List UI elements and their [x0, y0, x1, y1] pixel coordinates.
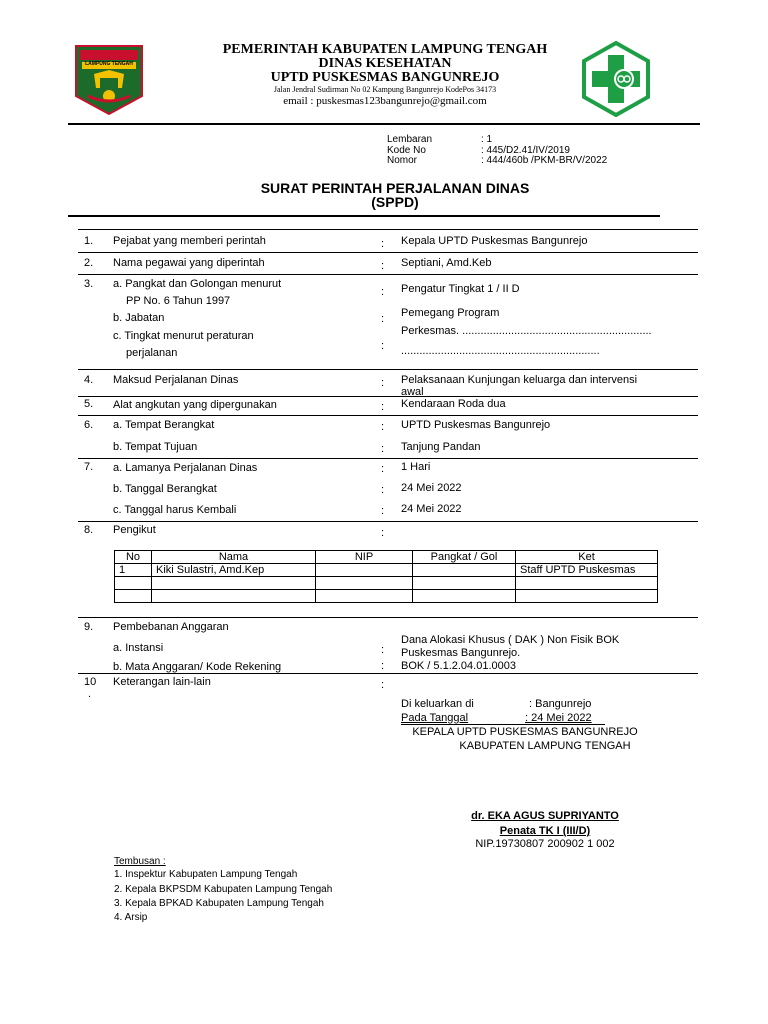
row-line-3: [78, 369, 698, 370]
pengikut-cell: 1: [115, 564, 152, 577]
item-3-colon-c: :: [381, 340, 385, 352]
item-3-value-a: Pengatur Tingkat 1 / II D: [401, 283, 520, 295]
kop-line-3: UPTD PUSKESMAS BANGUNREJO: [270, 70, 500, 85]
item-4-value-2: awal: [401, 386, 424, 398]
item-7-colon-a: :: [381, 463, 385, 475]
pengikut-header-no: No: [115, 551, 152, 564]
row-line-9: [78, 673, 698, 674]
item-9-label: Pembebanan Anggaran: [113, 621, 229, 633]
item-9-label-b: b. Mata Anggaran/ Kode Rekening: [113, 661, 282, 673]
item-4-value-1: Pelaksanaan Kunjungan keluarga dan intervensi: [401, 374, 638, 386]
item-7-value-c: 24 Mei 2022: [401, 503, 462, 515]
issued-date-value: : 24 Mei 2022: [525, 712, 592, 724]
item-2-colon: :: [381, 260, 385, 272]
item-8-no: 8.: [84, 524, 94, 536]
tembusan-item-1: 1. Inspektur Kabupaten Lampung Tengah: [114, 869, 298, 880]
pengikut-cell: [413, 564, 516, 577]
pengikut-header-nip: NIP: [316, 551, 413, 564]
table-row: [115, 564, 658, 577]
item-6-value-b: Tanjung Pandan: [401, 441, 481, 453]
pengikut-cell: [115, 590, 152, 603]
puskesmas-logo-icon: [578, 41, 654, 117]
item-7-colon-b: :: [381, 484, 385, 496]
item-9-colon-a: :: [381, 644, 385, 656]
tembusan-title: Tembusan :: [114, 856, 166, 867]
item-6-label-a: a. Tempat Berangkat: [113, 419, 215, 431]
item-4-no: 4.: [84, 374, 94, 386]
issued-date-label: Pada Tanggal: [401, 712, 469, 724]
meta-kode-label: Kode No: [387, 145, 426, 156]
item-7-colon-c: :: [381, 505, 385, 517]
row-line-6: [78, 458, 698, 459]
item-3-colon-b: :: [381, 313, 385, 325]
item-6-label-b: b. Tempat Tujuan: [113, 441, 198, 453]
row-line-2: [78, 274, 698, 275]
table-row: [115, 577, 658, 590]
item-8-label: Pengikut: [113, 524, 156, 536]
item-7-value-a: 1 Hari: [401, 461, 431, 473]
pengikut-table: [114, 550, 658, 603]
row-line-7: [78, 521, 698, 522]
kop-email: email : puskesmas123bangunrejo@gmail.com: [283, 95, 487, 107]
pengikut-cell: [316, 564, 413, 577]
item-9-colon-b: :: [381, 660, 385, 672]
item-5-colon: :: [381, 401, 385, 413]
item-3-label-b: b. Jabatan: [113, 312, 165, 324]
issued-date-underline: [401, 724, 605, 725]
tembusan-item-4: 4. Arsip: [114, 912, 148, 923]
item-3-label-a2: PP No. 6 Tahun 1997: [126, 295, 231, 307]
item-9-label-a: a. Instansi: [113, 642, 164, 654]
item-2-no: 2.: [84, 257, 94, 269]
right-logo: [578, 41, 654, 117]
doc-title-line2: (SPPD): [371, 194, 419, 210]
pengikut-cell: [516, 590, 658, 603]
pengikut-header-ket: Ket: [516, 551, 658, 564]
kop-divider: [68, 123, 700, 125]
tembusan-item-2: 2. Kepala BKPSDM Kabupaten Lampung Tengah: [114, 884, 333, 895]
item-4-colon: :: [381, 377, 385, 389]
item-8-colon: :: [381, 527, 385, 539]
row-line-8: [78, 617, 698, 618]
item-3-colon-a: :: [381, 286, 385, 298]
item-7-label-b: b. Tanggal Berangkat: [113, 483, 217, 495]
item-10-colon: :: [381, 679, 385, 691]
item-6-colon-a: :: [381, 421, 385, 433]
item-5-label: Alat angkutan yang dipergunakan: [113, 399, 277, 411]
item-9-value-a2: Puskesmas Bangunrejo.: [401, 647, 521, 659]
pengikut-cell: [413, 590, 516, 603]
item-7-label-c: c. Tanggal harus Kembali: [113, 504, 237, 516]
row-line-4: [78, 396, 698, 397]
item-2-value: Septiani, Amd.Keb: [401, 257, 492, 269]
pengikut-cell: [516, 577, 658, 590]
form-top-line: [78, 229, 698, 230]
pengikut-cell: [316, 590, 413, 603]
pengikut-header-pangkat: Pangkat / Gol: [413, 551, 516, 564]
item-6-colon-b: :: [381, 443, 385, 455]
row-line-5: [78, 415, 698, 416]
pengikut-cell: [152, 577, 316, 590]
item-1-colon: :: [381, 238, 385, 250]
meta-kode-value: : 445/D2.41/IV/2019: [481, 145, 570, 156]
pengikut-header-nama: Nama: [152, 551, 316, 564]
table-row: [115, 590, 658, 603]
pengikut-cell: [316, 577, 413, 590]
item-3-label-c1: c. Tingkat menurut peraturan: [113, 330, 254, 342]
kop-line-2: DINAS KESEHATAN: [318, 56, 452, 71]
left-logo-banner-text: LAMPUNG TENGAH: [85, 61, 133, 67]
item-10-no: 10: [84, 676, 97, 688]
item-3-label-c2: perjalanan: [126, 347, 178, 359]
item-10-label: Keterangan lain-lain: [113, 676, 211, 688]
meta-nomor-value: : 444/460b /PKM-BR/V/2022: [481, 155, 608, 166]
pengikut-header-row: [115, 551, 658, 564]
item-7-no: 7.: [84, 461, 94, 473]
kop-address: Jalan Jendral Sudirman No 02 Kampung Bangunrejo KodePos 34173: [273, 85, 497, 94]
title-divider: [68, 215, 660, 217]
issuing-office-1: KEPALA UPTD PUSKESMAS BANGUNREJO: [412, 726, 638, 738]
item-10-no-dot: .: [88, 688, 92, 700]
item-5-value: Kendaraan Roda dua: [401, 398, 506, 410]
row-line-1: [78, 252, 698, 253]
item-1-value: Kepala UPTD Puskesmas Bangunrejo: [401, 235, 588, 247]
kop-line-1: PEMERINTAH KABUPATEN LAMPUNG TENGAH: [222, 42, 548, 57]
meta-lembaran-label: Lembaran: [387, 134, 433, 145]
item-1-label: Pejabat yang memberi perintah: [113, 235, 266, 247]
item-1-no: 1.: [84, 235, 94, 247]
item-7-label-a: a. Lamanya Perjalanan Dinas: [113, 462, 258, 474]
pengikut-cell: Kiki Sulastri, Amd.Kep: [152, 564, 316, 577]
issued-place-value: : Bangunrejo: [529, 698, 592, 710]
meta-lembaran-value: : 1: [481, 134, 493, 145]
item-3-label-a1: a. Pangkat dan Golongan menurut: [113, 278, 282, 290]
item-6-no: 6.: [84, 419, 94, 431]
issuing-office-2: KABUPATEN LAMPUNG TENGAH: [459, 740, 631, 752]
item-5-no: 5.: [84, 398, 94, 410]
item-3-value-b1: Pemegang Program: [401, 307, 500, 319]
issued-place-label: Di keluarkan di: [401, 698, 474, 710]
item-2-label: Nama pegawai yang diperintah: [113, 257, 265, 269]
item-3-no: 3.: [84, 278, 94, 290]
item-6-value-a: UPTD Puskesmas Bangunrejo: [401, 419, 551, 431]
item-9-value-b: BOK / 5.1.2.04.01.0003: [401, 660, 516, 672]
item-9-value-a1: Dana Alokasi Khusus ( DAK ) Non Fisik BOK: [401, 634, 620, 646]
item-7-value-b: 24 Mei 2022: [401, 482, 462, 494]
signatory-nip: NIP.19730807 200902 1 002: [475, 838, 615, 850]
item-3-value-c: .................................................................: [401, 345, 600, 357]
item-3-value-b2: Perkesmas. ..............................................................: [401, 325, 652, 337]
signatory-rank: Penata TK I (III/D): [499, 825, 591, 837]
item-9-no: 9.: [84, 621, 94, 633]
pengikut-cell: [413, 577, 516, 590]
pengikut-cell: Staff UPTD Puskesmas: [516, 564, 658, 577]
tembusan-item-3: 3. Kepala BPKAD Kabupaten Lampung Tengah: [114, 898, 324, 909]
doc-title-line1: SURAT PERINTAH PERJALANAN DINAS: [260, 180, 530, 196]
item-4-label: Maksud Perjalanan Dinas: [113, 374, 239, 386]
left-logo: [74, 44, 144, 116]
pengikut-cell: [152, 590, 316, 603]
lampung-tengah-emblem-icon: [74, 44, 144, 116]
signatory-name: dr. EKA AGUS SUPRIYANTO: [471, 810, 619, 822]
pengikut-cell: [115, 577, 152, 590]
meta-nomor-label: Nomor: [387, 155, 418, 166]
